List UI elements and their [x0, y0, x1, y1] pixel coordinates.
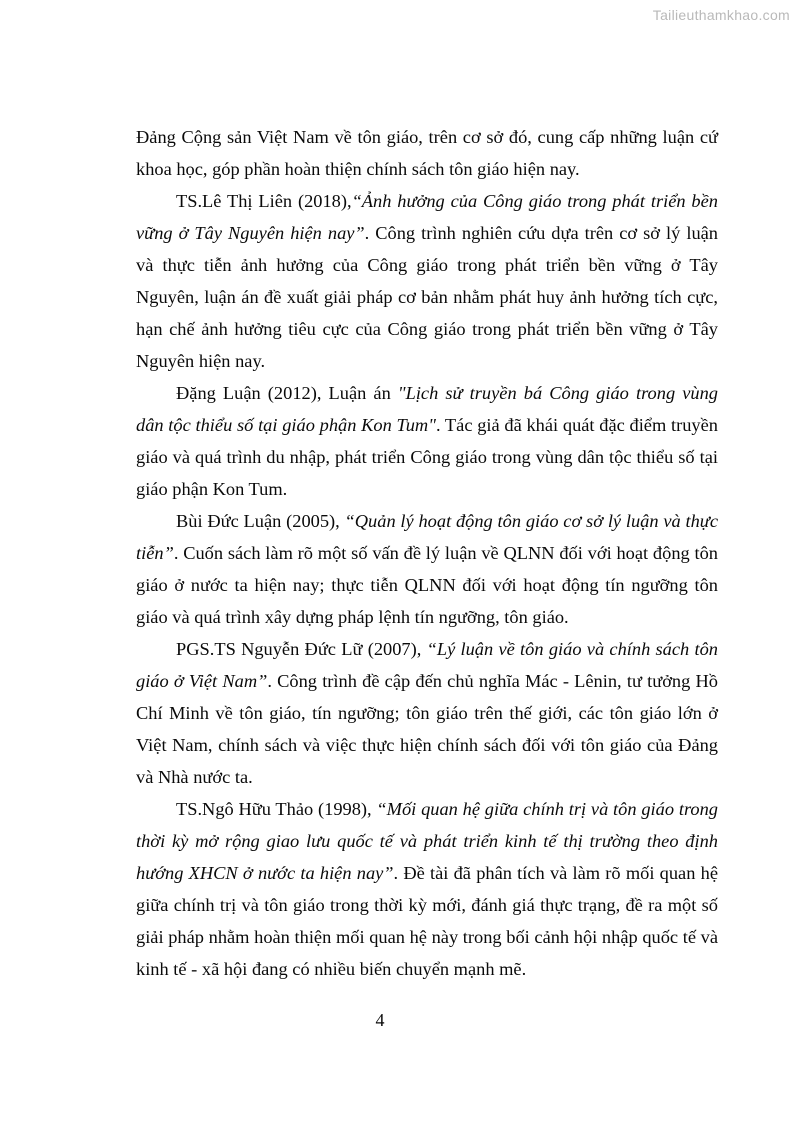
text-segment: . Công trình đề cập đến chủ nghĩa Mác - Lênin, tư tưởng Hồ Chí Minh về tôn giáo, tín ngưỡng; tôn giáo trên thế giới, các tôn giáo lớn ở Việt Nam, chính sách và việc thực hiện chính sách đối với tôn giáo của Đảng và Nhà nước ta. [136, 671, 719, 787]
paragraph-3 [136, 377, 718, 505]
text-segment: . Tác giả đã khái quát đặc điểm truyền giáo và quá trình du nhập, phát triển Công giáo trong vùng dân tộc thiểu số tại giáo phận Kon Tum. [136, 415, 718, 499]
paragraph-4 [136, 505, 718, 633]
text-segment: PGS.TS Nguyễn Đức Lữ (2007), [176, 639, 427, 659]
watermark: Tailieuthamkhao.com [652, 7, 790, 23]
cited-work-title: “Quản lý hoạt động tôn giáo cơ sở lý luận và thực tiễn” [136, 511, 718, 563]
paragraph-2 [136, 185, 718, 377]
cited-work-title: “Mối quan hệ giữa chính trị và tôn giáo trong thời kỳ mở rộng giao lưu quốc tế và phát triển kinh tế thị trường theo định hướng XHCN ở nước ta hiện nay” [136, 799, 718, 883]
text-segment: Bùi Đức Luận (2005), [176, 511, 345, 531]
paragraph-5 [136, 633, 718, 793]
cited-work-title: "Lịch sử truyền bá Công giáo trong vùng dân tộc thiểu số tại giáo phận Kon Tum" [136, 383, 718, 435]
cited-work-title: “Ảnh hưởng của Công giáo trong phát triển bền vững ở Tây Nguyên hiện nay” [136, 191, 718, 243]
text-segment: TS.Lê Thị Liên (2018), [176, 191, 352, 211]
text-segment: . Cuốn sách làm rõ một số vấn đề lý luận về QLNN đối với hoạt động tôn giáo ở nước ta hiện nay; thực tiễn QLNN đối với hoạt động tín ngưỡng tôn giáo và quá trình xây dựng pháp lệnh tín ngưỡng, tôn giáo. [136, 543, 718, 627]
text-segment: TS.Ngô Hữu Thảo (1998), [176, 799, 377, 819]
text-segment: . Công trình nghiên cứu dựa trên cơ sở lý luận và thực tiễn ảnh hưởng của Công giáo trong phát triển bền vững ở Tây Nguyên, luận án đề xuất giải pháp cơ bản nhằm phát huy ảnh hưởng tích cực, hạn chế ảnh hưởng tiêu cực của Công giáo trong phát triển bền vững ở Tây Nguyên hiện nay. [136, 223, 718, 371]
document-body [136, 121, 718, 985]
paragraph-1 [136, 121, 718, 185]
text-segment: Đặng Luận (2012), Luận án [176, 383, 398, 403]
text-segment: . Đề tài đã phân tích và làm rõ mối quan hệ giữa chính trị và tôn giáo trong thời kỳ mới, đánh giá thực trạng, đề ra một số giải pháp nhằm hoàn thiện mối quan hệ này trong bối cảnh hội nhập quốc tế và kinh tế - xã hội đang có nhiều biến chuyển mạnh mẽ. [136, 863, 718, 979]
cited-work-title: “Lý luận về tôn giáo và chính sách tôn giáo ở Việt Nam” [136, 639, 719, 691]
paragraph-6 [136, 793, 718, 985]
text-segment: Đảng Cộng sản Việt Nam về tôn giáo, trên cơ sở đó, cung cấp những luận cứ khoa học, góp phần hoàn thiện chính sách tôn giáo hiện nay. [136, 127, 718, 179]
page-number: 4 [375, 1010, 385, 1030]
